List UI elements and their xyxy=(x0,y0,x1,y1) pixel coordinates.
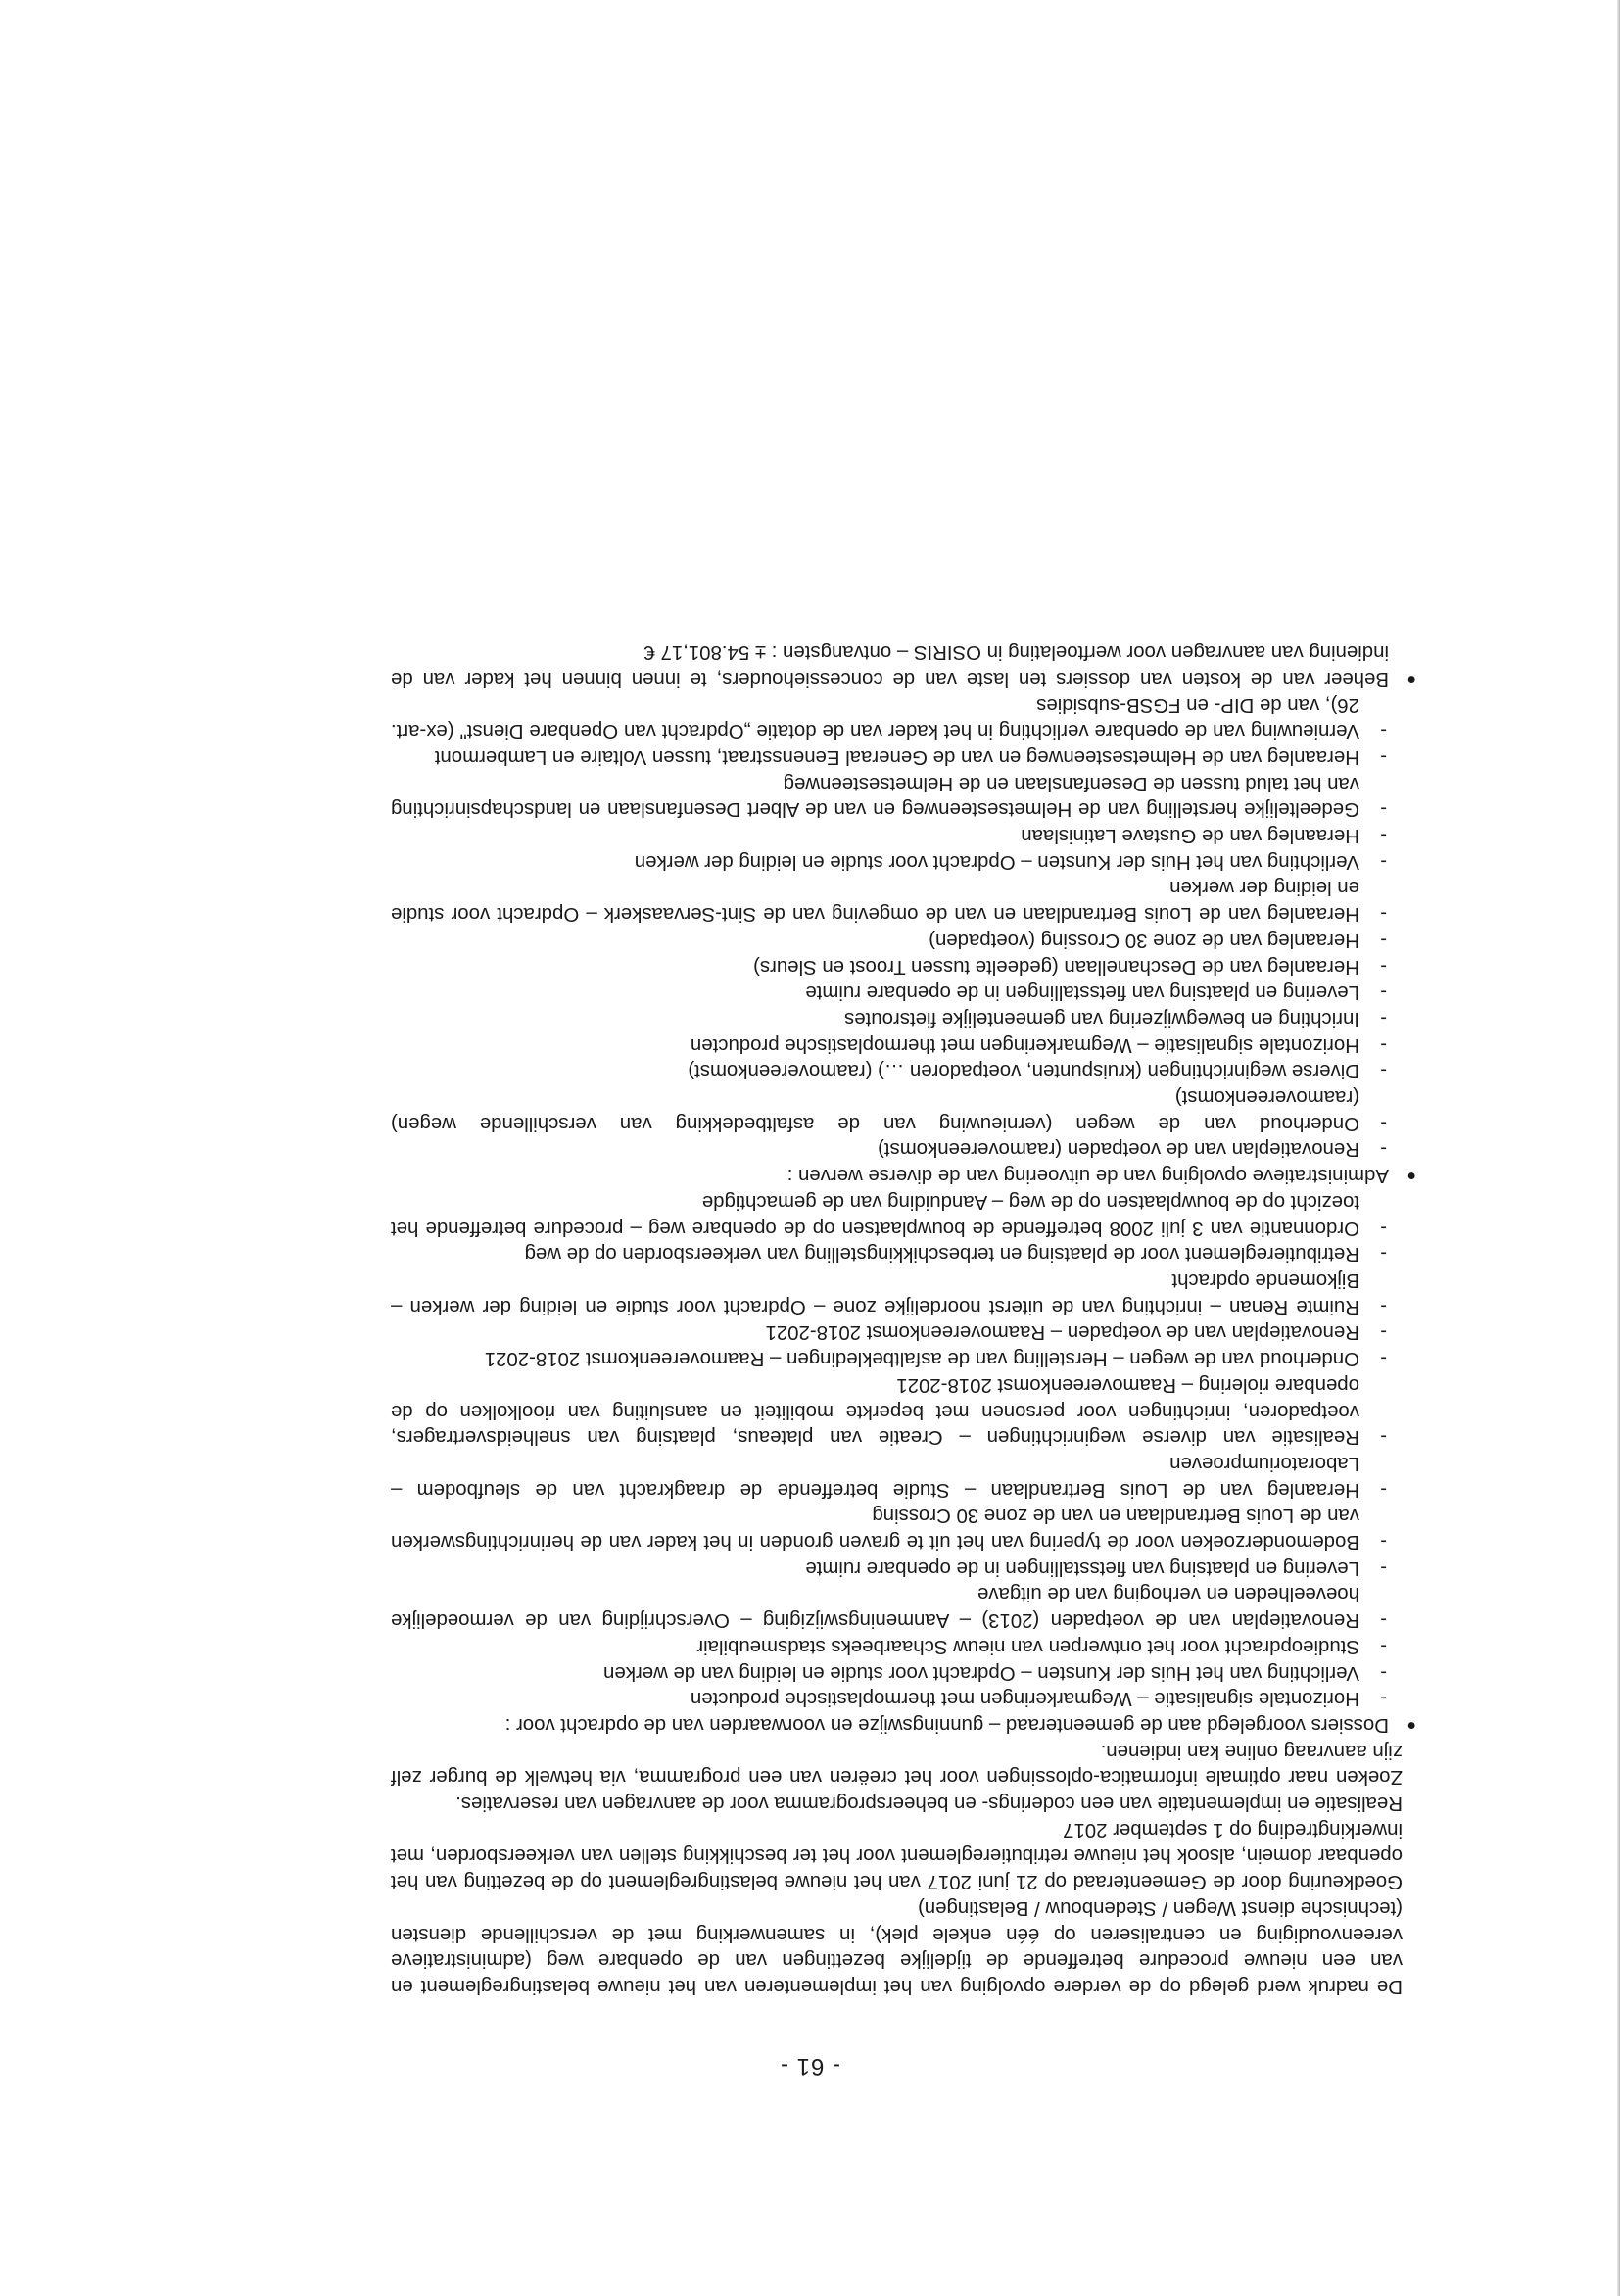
list-item xyxy=(391,1633,1389,1659)
list-item xyxy=(391,1581,1389,1633)
list-item-text: Heraanleg van de Louis Bertrandlaan – Studie betreffende de draagkracht van de sleufbodem – Laboratoriumproeven xyxy=(391,1452,1359,1501)
bullet-section xyxy=(391,1188,1416,1738)
bullet-dot-icon: ● xyxy=(1406,1168,1416,1185)
list-item xyxy=(391,1188,1389,1240)
list-item xyxy=(391,980,1389,1006)
dash-marker-icon: - xyxy=(1380,1295,1387,1317)
bullet-title: Beheer van de kosten van dossiers ten laste van de concessiehouders, te innen binnen het kader van de indiening van aanvragen voor werftoelating in OSIRIS – ontvangsten : ± 54.801,17 € xyxy=(391,642,1389,690)
dash-marker-icon: - xyxy=(1380,1243,1387,1266)
list-item-text: Onderhoud van de wegen (vernieuwing van de asfaltbedekking van verschillende wegen) (raamovereenkomst) xyxy=(391,1086,1359,1134)
list-item xyxy=(391,1241,1389,1268)
dash-marker-icon: - xyxy=(1380,825,1387,847)
list-item xyxy=(391,692,1389,743)
dash-marker-icon: - xyxy=(1380,1688,1387,1710)
dash-marker-icon: - xyxy=(1380,1007,1387,1029)
dash-marker-icon: - xyxy=(1380,850,1387,873)
dash-marker-icon: - xyxy=(1380,745,1387,768)
list-item xyxy=(391,848,1389,875)
bullet-dot-icon: ● xyxy=(1406,1716,1416,1734)
list-item-text: Inrichting en bewegwijzering van gemeentelijke fietsroutes xyxy=(844,1007,1359,1029)
list-item xyxy=(391,1319,1389,1346)
list-item xyxy=(391,875,1389,927)
list-item-text: Diverse weginrichtingen (kruispunten, voetpadoren …) (raamovereenkomst) xyxy=(688,1060,1359,1082)
list-item-text: Bodemonderzoeken voor de typering van het uit te graven gronden in het kader van de herinrichtingswerken van de Louis Bertrandlaan en van de zone 30 Crossing xyxy=(391,1505,1359,1554)
list-item xyxy=(391,1450,1389,1502)
dash-marker-icon: - xyxy=(1380,1556,1387,1579)
list-item xyxy=(391,1345,1389,1371)
bullet-title: Administratieve opvolging van de uitvoering van de diverse werven : xyxy=(786,1165,1389,1187)
dash-marker-icon: - xyxy=(1380,981,1387,1004)
dash-marker-icon: - xyxy=(1380,1661,1387,1684)
list-item-text: Heraanleg van de Gustave Latinislaan xyxy=(1021,825,1359,847)
list-item-text: Vernieuwing van de openbare verlichting in het kader van de dotatie „Opdracht van Openbare Dienst" (ex-art. 26), van de DIP- en FGSB-subsidies xyxy=(391,694,1359,742)
list-item-text: Onderhoud van de wegen – Herstelling van de asfaltbekledingen – Raamovereenkomst 2018-2021 xyxy=(484,1348,1359,1370)
bullet-title: Dossiers voorgelegd aan de gemeenteraad – gunningswijze en voorwaarden van de opdracht voor : xyxy=(504,1713,1389,1736)
list-item-text: Levering en plaatsing van fietsstallingen in de openbare ruimte xyxy=(805,1556,1359,1579)
list-item-text: Renovatieplan van de voetpaden (raamovereenkomst) xyxy=(878,1138,1359,1161)
list-item-text: Heraanleg van de zone 30 Crossing (voetpaden) xyxy=(929,929,1359,951)
dash-marker-icon: - xyxy=(1380,1112,1387,1134)
dash-marker-icon: - xyxy=(1380,929,1387,951)
list-item xyxy=(391,1267,1389,1318)
page-number: - 61 - xyxy=(780,2053,841,2080)
dash-marker-icon: - xyxy=(1380,1478,1387,1501)
dash-marker-icon: - xyxy=(1380,798,1387,821)
dash-marker-icon: - xyxy=(1380,1138,1387,1161)
list-item-text: Verlichting van het Huis der Kunsten – Opdracht voor studie en leiding der werken xyxy=(634,850,1359,873)
list-item-text: Studieopdracht voor het ontwerpen van nieuw Schaarbeeks stadsmeubilair xyxy=(696,1635,1359,1657)
dash-marker-icon: - xyxy=(1380,955,1387,978)
list-item xyxy=(391,953,1389,980)
dash-list xyxy=(391,1188,1389,1711)
bullet-section xyxy=(391,692,1416,1188)
list-item-text: Retributiereglement voor de plaatsing en terbeschikkingstelling van verkeersborden op de weg xyxy=(524,1243,1359,1266)
list-item-text: Renovatieplan van de voetpaden – Raamovereenkomst 2018-2021 xyxy=(765,1321,1359,1344)
list-item-text: Ordonnantie van 3 juli 2008 betreffende de bouwplaatsen op de openbare weg – procedure betreffende het toezicht op de bouwplaatsen op de weg – Aanduiding van de gemachtigde xyxy=(391,1190,1359,1239)
list-item-text: Heraanleg van de Deschanellaan (gedeelte tussen Troost en Sleurs) xyxy=(753,955,1359,978)
paragraph: De nadruk werd gelegd op de verdere opvolging van het implementeren van het nieuwe belastingreglement en van een nieuwe procedure betreffende de tijdelijke bezettingen van de openbare weg (administratieve vereenvoudiging en centraliseren op één enkele plek), in samenwerking met de verschillende diensten (technische dienst Wegen / Stedenbouw / Belastingen) xyxy=(391,1896,1403,1997)
document-body xyxy=(391,639,1416,1999)
dash-marker-icon: - xyxy=(1380,1531,1387,1554)
dash-marker-icon: - xyxy=(1380,1321,1387,1344)
dash-marker-icon: - xyxy=(1380,720,1387,742)
list-item-text: Heraanleg van de Louis Bertrandlaan en van de omgeving van de Sint-Servaaskerk – Opdracht voor studie en leiding der werken xyxy=(391,877,1359,926)
list-item xyxy=(391,770,1389,822)
list-item xyxy=(391,822,1389,848)
dash-marker-icon: - xyxy=(1380,1635,1387,1657)
list-item xyxy=(391,1058,1389,1084)
list-item xyxy=(391,1136,1389,1163)
list-item-text: Horizontale signalisatie – Wegmarkeringen met thermoplastische producten xyxy=(690,1688,1359,1710)
dash-marker-icon: - xyxy=(1380,1060,1387,1082)
list-item xyxy=(391,927,1389,953)
dash-marker-icon: - xyxy=(1380,903,1387,926)
list-item xyxy=(391,743,1389,770)
dash-marker-icon: - xyxy=(1380,1033,1387,1056)
list-item xyxy=(391,1031,1389,1058)
list-item-text: Realisatie van diverse weginrichtingen – Creatie van plateaus, plaatsing van snelheidsvertragers, voetpadoren, inrichtingen voor personen met beperkte mobiliteit en aansluiting van rioolkolken op de openbare riolering – Raamovereenkomst 2018-2021 xyxy=(391,1373,1359,1449)
list-item-text: Heraanleg van de Helmetsesteenweg en van de Generaal Eenensstraat, tussen Voltaire en Lambermont xyxy=(434,745,1359,768)
list-item xyxy=(391,1555,1389,1581)
paragraph: Goedkeuring door de Gemeenteraad op 21 juni 2017 van het nieuwe belastingreglement op de bezetting van het openbaar domein, alsook het nieuwe retributiereglement voor het ter beschikking stellen van verkeersborden, met inwerkingtreding op 1 september 2017 xyxy=(391,1818,1403,1893)
list-item-text: Ruimte Renan – inrichting van de uiterst noordelijke zone – Opdracht voor studie en leiding der werken – Bijkomende opdracht xyxy=(391,1269,1359,1317)
list-item xyxy=(391,1503,1389,1555)
bullet-section xyxy=(391,639,1416,691)
list-item xyxy=(391,1659,1389,1686)
list-item xyxy=(391,1686,1389,1712)
list-item xyxy=(391,1371,1389,1450)
dash-marker-icon: - xyxy=(1380,1609,1387,1632)
paragraph: Zoeken naar optimale informatica-oplossingen voor het creëren van een programma, via hetwelk de burger zelf zijn aanvraag online kan indienen. xyxy=(391,1740,1403,1789)
list-item-text: Renovatieplan van de voetpaden (2013) – Aanmeningswijziging – Overschrijding van de vermoedelijke hoeveelheden en verhoging van de uitgave xyxy=(391,1583,1359,1632)
bullet-dot-icon: ● xyxy=(1406,670,1416,688)
dash-list xyxy=(391,692,1389,1163)
list-item xyxy=(391,1083,1389,1135)
list-item xyxy=(391,1005,1389,1031)
dash-marker-icon: - xyxy=(1380,1217,1387,1239)
dash-marker-icon: - xyxy=(1380,1348,1387,1370)
dash-marker-icon: - xyxy=(1380,1426,1387,1449)
list-item-text: Gedeeltelijke herstelling van de Helmetsesteenweg en van de Albert Desenfanslaan en landschapsinrichting van het talud tussen de Desenfanslaan en de Helmetsesteenweg xyxy=(391,772,1359,821)
paragraph: Realisatie en implementatie van een coderings- en beheersprogramma voor de aanvragen van reservaties. xyxy=(455,1793,1403,1815)
list-item-text: Levering en plaatsing van fietsstallingen in de openbare ruimte xyxy=(805,981,1359,1004)
list-item-text: Verlichting van het Huis der Kunsten – Opdracht voor studie en leiding van de werken xyxy=(603,1661,1359,1684)
list-item-text: Horizontale signalisatie – Wegmarkeringen met thermoplastische producten xyxy=(690,1033,1359,1056)
